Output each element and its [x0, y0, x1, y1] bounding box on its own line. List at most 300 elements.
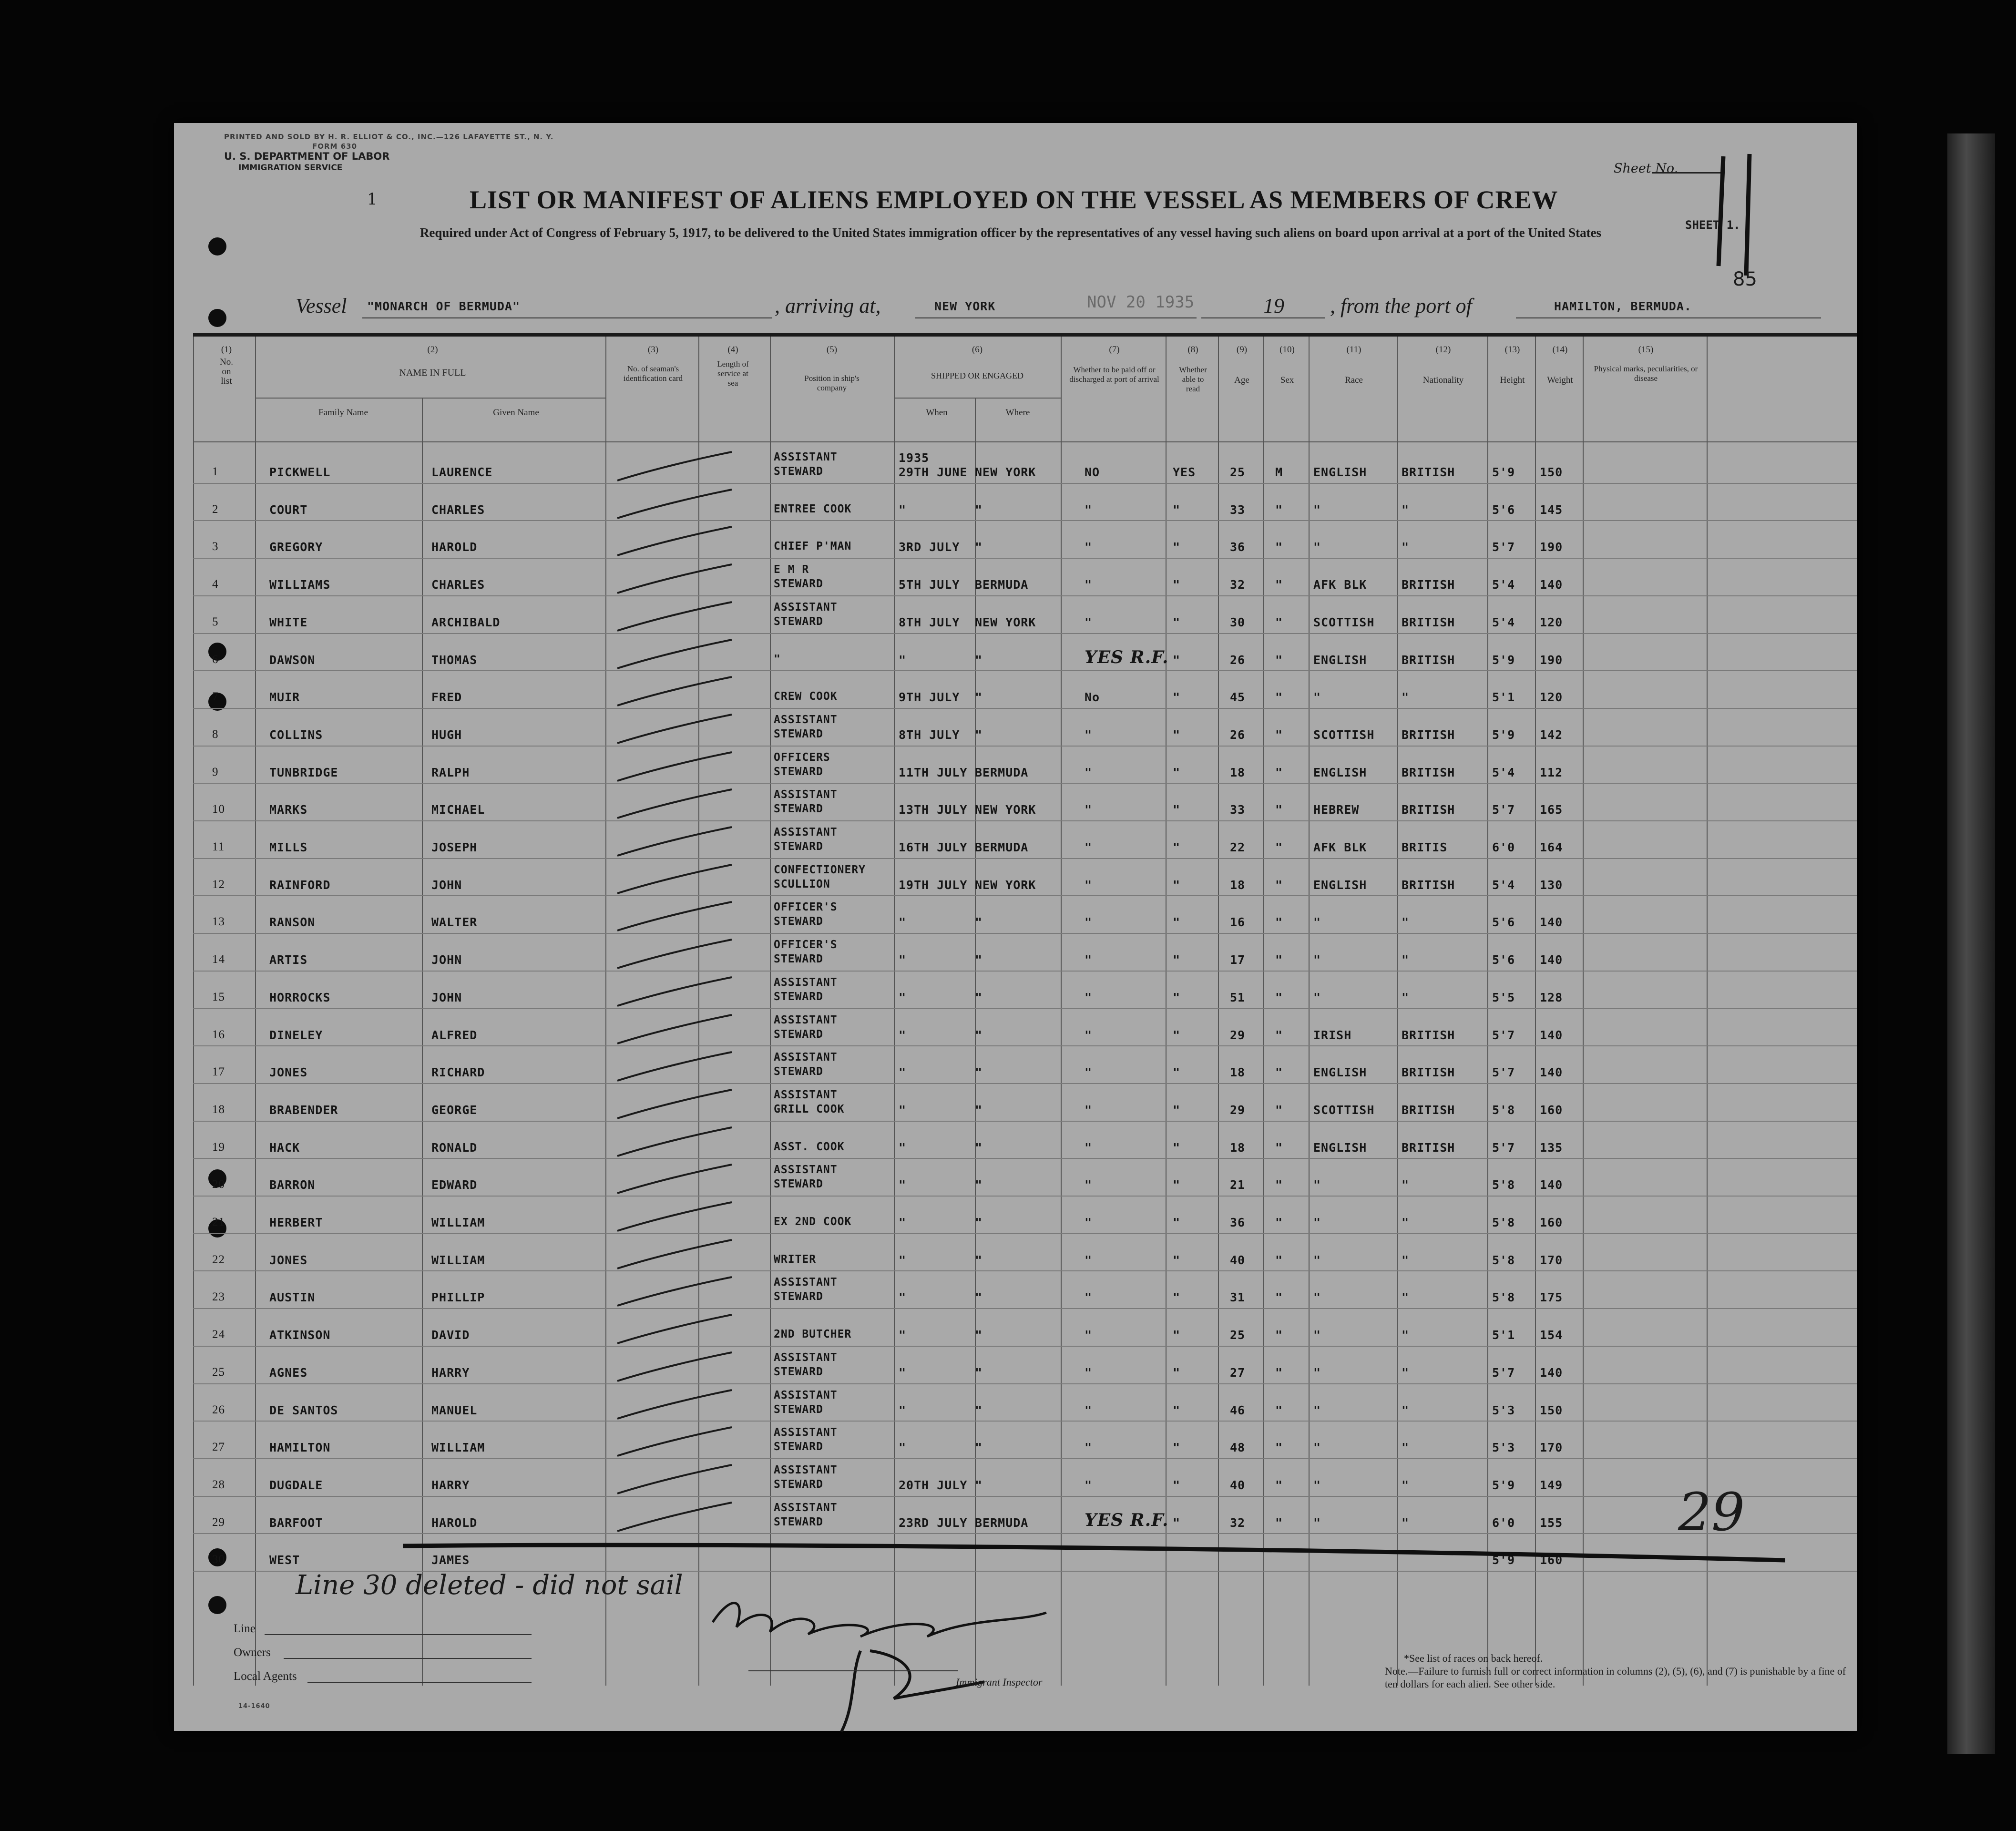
position-line-1: OFFICERS [774, 751, 830, 764]
given-name: ARCHIBALD [431, 615, 501, 629]
sex: " [1275, 540, 1283, 554]
shipped-where: " [975, 1403, 983, 1417]
shipped-when: " [899, 1328, 907, 1342]
paid-off: " [1085, 1365, 1093, 1380]
family-name: WILLIAMS [269, 578, 331, 592]
age: 40 [1230, 1253, 1246, 1267]
able-to-read: " [1173, 1478, 1181, 1492]
family-name: PICKWELL [269, 465, 331, 479]
shipped-when: " [899, 1028, 907, 1042]
sex: " [1275, 1515, 1283, 1530]
shipped-where: " [975, 1253, 983, 1267]
row-number: 3 [212, 540, 219, 553]
race: " [1313, 1365, 1321, 1380]
id-card-checkmark [613, 751, 737, 785]
col4-header: (4) Length of service at sea [717, 345, 749, 388]
col5-header: (5) Position in ship's company [804, 345, 860, 392]
weight: 170 [1540, 1253, 1563, 1267]
age: 29 [1230, 1103, 1246, 1117]
paid-off: YES R.F. [1085, 647, 1169, 667]
age: 45 [1230, 690, 1246, 705]
col2-family-header: Family Name [318, 408, 368, 418]
col15-header: (15) Physical marks, peculiarities, or disease [1594, 345, 1698, 383]
col13-header: (13) Height [1500, 345, 1525, 385]
age: 33 [1230, 502, 1246, 517]
sex: " [1275, 1140, 1283, 1155]
race: " [1313, 1178, 1321, 1192]
column-rule [770, 337, 771, 1686]
given-name: GEORGE [431, 1103, 478, 1117]
deletion-note: Line 30 deleted - did not sail [296, 1570, 683, 1601]
row-number: 25 [212, 1365, 225, 1379]
column-rule [255, 337, 256, 1686]
race: HEBREW [1313, 803, 1360, 817]
service-name: IMMIGRATION SERVICE [238, 163, 343, 173]
able-to-read: " [1173, 540, 1181, 554]
age: 29 [1230, 1028, 1246, 1042]
race: " [1313, 1515, 1321, 1530]
paid-off: " [1085, 1290, 1093, 1305]
weight: 140 [1540, 578, 1563, 592]
family-name: RANSON [269, 915, 316, 930]
race: SCOTTISH [1313, 615, 1375, 629]
row-rule [193, 858, 1857, 859]
nationality: " [1402, 1441, 1410, 1455]
position-line-1: OFFICER'S [774, 939, 838, 951]
height: 5'3 [1492, 1441, 1515, 1455]
id-card-checkmark [613, 976, 737, 1010]
row-rule [193, 558, 1857, 559]
height: 5'7 [1492, 1365, 1515, 1380]
family-name: RAINFORD [269, 878, 331, 892]
able-to-read: " [1173, 1216, 1181, 1229]
nationality: " [1402, 1178, 1410, 1192]
shipped-when: 8TH JULY [899, 727, 960, 742]
given-name: MICHAEL [431, 803, 485, 817]
shipped-when: " [899, 1140, 907, 1155]
given-name: CHARLES [431, 578, 485, 592]
given-name: WALTER [431, 915, 478, 930]
family-name: HAMILTON [269, 1441, 331, 1455]
height: 5'9 [1492, 727, 1515, 742]
row-number: 28 [212, 1478, 225, 1491]
subheader-rule [255, 398, 605, 399]
age: 26 [1230, 653, 1246, 667]
row-number: 2 [212, 502, 219, 516]
binder-hole [208, 309, 226, 327]
row-rule [193, 1346, 1857, 1347]
paid-off: " [1085, 1216, 1093, 1229]
page-number: 85 [1733, 268, 1757, 290]
sheet-number: SHEET 1. [1685, 218, 1740, 232]
race: ENGLISH [1313, 465, 1367, 479]
col6-where-header: Where [1005, 408, 1030, 418]
race: " [1313, 690, 1321, 705]
family-name: JONES [269, 1253, 308, 1267]
row-rule [193, 820, 1857, 821]
shipped-when: " [899, 915, 907, 930]
position-line-2: STEWARD [774, 1478, 823, 1491]
family-name: BRABENDER [269, 1103, 338, 1117]
given-name: PHILLIP [431, 1290, 485, 1305]
family-name: AUSTIN [269, 1290, 316, 1305]
paid-off: " [1085, 878, 1093, 892]
position-line-1: ASSISTANT [774, 826, 838, 839]
position-line-1: ASSISTANT [774, 788, 838, 801]
weight: 150 [1540, 1403, 1563, 1417]
id-card-checkmark [613, 489, 737, 522]
given-name: HUGH [431, 727, 462, 742]
family-name: MUIR [269, 690, 300, 705]
age: 32 [1230, 1515, 1246, 1530]
position-line-2: STEWARD [774, 1365, 823, 1378]
nationality: BRITISH [1402, 578, 1455, 592]
family-name: DINELEY [269, 1028, 323, 1042]
vessel-name-line [362, 317, 772, 318]
sex: " [1275, 1065, 1283, 1080]
paid-off: " [1085, 1253, 1093, 1267]
weight: 155 [1540, 1515, 1563, 1530]
able-to-read: " [1173, 915, 1181, 930]
shipped-when: " [899, 653, 907, 667]
age: 25 [1230, 1328, 1246, 1342]
position-line-2: STEWARD [774, 465, 823, 478]
shipped-where: NEW YORK [975, 615, 1036, 629]
shipped-when: 29TH JUNE [899, 465, 968, 479]
shipped-when: 13TH JULY [899, 803, 968, 817]
able-to-read: " [1173, 1515, 1181, 1530]
weight: 140 [1540, 915, 1563, 930]
shipped-when: " [899, 1178, 907, 1192]
row-rule [193, 1270, 1857, 1271]
shipped-when: 11TH JULY [899, 765, 968, 779]
position-line-1: ASSISTANT [774, 976, 838, 989]
paid-off: " [1085, 1403, 1093, 1417]
paid-off: No [1085, 690, 1100, 705]
row-number: 24 [212, 1328, 225, 1341]
shipped-when: " [899, 953, 907, 967]
from-port-label: , from the port of [1330, 294, 1472, 317]
col1-header: (1) No. on list [220, 345, 233, 386]
weight: 140 [1540, 953, 1563, 967]
department-name: U. S. DEPARTMENT OF LABOR [224, 151, 390, 162]
nationality: BRITISH [1402, 1140, 1455, 1155]
shipped-when: 5TH JULY [899, 578, 960, 592]
department-heading [224, 151, 389, 174]
shipped-where: " [975, 502, 983, 517]
position-line-2: STEWARD [774, 803, 823, 816]
given-name: HAROLD [431, 1515, 478, 1530]
paid-off: NO [1085, 465, 1100, 479]
height: 5'7 [1492, 803, 1515, 817]
col10-header: (10) Sex [1279, 345, 1295, 385]
sex: " [1275, 1253, 1283, 1267]
position-line-2: STEWARD [774, 727, 823, 740]
row-number: 20 [212, 1178, 225, 1191]
family-name: ARTIS [269, 953, 308, 967]
age: 33 [1230, 803, 1246, 817]
family-name: HERBERT [269, 1216, 323, 1229]
shipped-when: " [899, 1441, 907, 1455]
able-to-read: " [1173, 953, 1181, 967]
height: 5'3 [1492, 1403, 1515, 1417]
column-rule [422, 398, 423, 1686]
family-name: DUGDALE [269, 1478, 323, 1492]
column-rule [1535, 337, 1536, 1686]
shipped-when: 23RD JULY [899, 1515, 968, 1530]
weight: 160 [1540, 1216, 1563, 1229]
row-number: 27 [212, 1441, 225, 1454]
paid-off: " [1085, 578, 1093, 592]
shipped-where: " [975, 1065, 983, 1080]
age: 48 [1230, 1441, 1246, 1455]
binder-hole [208, 237, 226, 256]
shipped-when: " [899, 1065, 907, 1080]
arriving-label: , arriving at, [775, 294, 881, 317]
row-rule [193, 1308, 1857, 1309]
paid-off: " [1085, 840, 1093, 854]
sex: " [1275, 803, 1283, 817]
weight: 140 [1540, 1065, 1563, 1080]
col12-header: (12) Nationality [1422, 345, 1464, 385]
age: 21 [1230, 1178, 1246, 1192]
race: " [1313, 990, 1321, 1004]
shipped-where: " [975, 1441, 983, 1455]
row-rule [193, 483, 1857, 484]
able-to-read: " [1173, 1441, 1181, 1455]
id-card-checkmark [613, 901, 737, 934]
given-name: JOHN [431, 953, 462, 967]
able-to-read: " [1173, 727, 1181, 742]
row-rule [193, 783, 1857, 784]
height: 5'9 [1492, 1478, 1515, 1492]
family-name: TUNBRIDGE [269, 765, 338, 779]
family-name: COURT [269, 502, 308, 517]
height: 5'5 [1492, 990, 1515, 1004]
race: " [1313, 953, 1321, 967]
nationality: BRITISH [1402, 765, 1455, 779]
sex: " [1275, 578, 1283, 592]
position-line-2: STEWARD [774, 578, 823, 591]
shipped-where: " [975, 990, 983, 1004]
subheader-rule [894, 398, 1061, 399]
shipped-year: 1935 [899, 451, 930, 465]
column-rule [894, 337, 895, 1686]
height: 5'6 [1492, 502, 1515, 517]
position-line-1: ASSISTANT [774, 1389, 838, 1401]
sex: " [1275, 1478, 1283, 1492]
height: 5'8 [1492, 1216, 1515, 1229]
given-name: ALFRED [431, 1028, 478, 1042]
family-name: WHITE [269, 615, 308, 629]
age: 18 [1230, 1140, 1246, 1155]
id-card-checkmark [613, 1464, 737, 1497]
nationality: " [1402, 1253, 1410, 1267]
given-name: JOSEPH [431, 840, 478, 854]
paid-off: " [1085, 727, 1093, 742]
row-number: 5 [212, 615, 219, 628]
position-line-2: STEWARD [774, 840, 823, 853]
weight: 140 [1540, 1178, 1563, 1192]
col3-header: (3) No. of seaman's identification card [623, 345, 683, 383]
nationality: BRITISH [1402, 653, 1455, 667]
shipped-where: BERMUDA [975, 578, 1029, 592]
height: 5'1 [1492, 1328, 1515, 1342]
age: 36 [1230, 540, 1246, 554]
given-name: HARRY [431, 1365, 470, 1380]
footer-agents-label: Local Agents [234, 1670, 297, 1683]
row-number: 12 [212, 878, 225, 891]
race: " [1313, 1478, 1321, 1492]
shipped-when: " [899, 1103, 907, 1117]
race: " [1313, 502, 1321, 517]
signature-scribble [703, 1589, 1065, 1737]
weight: 130 [1540, 878, 1563, 892]
able-to-read: " [1173, 1103, 1181, 1117]
race: IRISH [1313, 1028, 1352, 1042]
family-name: COLLINS [269, 727, 323, 742]
nationality: " [1402, 1290, 1410, 1305]
able-to-read: " [1173, 690, 1181, 705]
row-rule [193, 1533, 1857, 1534]
family-name: WEST [269, 1553, 300, 1567]
height: 5'4 [1492, 615, 1515, 629]
column-rule [1397, 337, 1398, 1686]
able-to-read: " [1173, 653, 1181, 667]
row-number: 4 [212, 578, 219, 591]
sex: " [1275, 1103, 1283, 1117]
id-card-checkmark [613, 826, 737, 859]
col14-header: (14) Weight [1547, 345, 1573, 385]
row-number: 19 [212, 1140, 225, 1154]
nationality: BRITISH [1402, 615, 1455, 629]
shipped-when: " [899, 1216, 907, 1229]
position-line-1: ASSISTANT [774, 1463, 838, 1476]
col8-header: (8) Whether able to read [1179, 345, 1207, 393]
family-name: BARRON [269, 1178, 316, 1192]
column-rule [1263, 337, 1264, 1686]
weight: 140 [1540, 1365, 1563, 1380]
shipped-when: " [899, 990, 907, 1004]
given-name: HAROLD [431, 540, 478, 554]
paid-off: " [1085, 953, 1093, 967]
shipped-when: " [899, 1403, 907, 1417]
race: SCOTTISH [1313, 727, 1375, 742]
height: 5'9 [1492, 1553, 1515, 1567]
id-card-checkmark [613, 1426, 737, 1460]
weight: 150 [1540, 465, 1563, 479]
weight: 160 [1540, 1103, 1563, 1117]
position-line-2: WRITER [774, 1253, 817, 1266]
family-name: GREGORY [269, 540, 323, 554]
position-line-2: STEWARD [774, 1028, 823, 1041]
position-line-2: GRILL COOK [774, 1103, 845, 1115]
race: " [1313, 1290, 1321, 1305]
height: 5'7 [1492, 1028, 1515, 1042]
given-name: WILLIAM [431, 1441, 485, 1455]
position-line-2: " [774, 653, 781, 665]
age: 46 [1230, 1403, 1246, 1417]
sex: " [1275, 1178, 1283, 1192]
paid-off: " [1085, 1478, 1093, 1492]
printer-line: PRINTED AND SOLD BY H. R. ELLIOT & CO., INC.—126 LAFAYETTE ST., N. Y. [224, 133, 554, 141]
paid-off: " [1085, 1103, 1093, 1117]
race: " [1313, 1441, 1321, 1455]
nationality: BRITISH [1402, 465, 1455, 479]
position-line-2: STEWARD [774, 953, 823, 966]
row-number: 17 [212, 1065, 225, 1079]
given-name: THOMAS [431, 653, 478, 667]
row-number: 1 [212, 465, 219, 478]
weight: 160 [1540, 1553, 1563, 1567]
shipped-where: " [975, 653, 983, 667]
row-number: 8 [212, 727, 219, 741]
age: 51 [1230, 990, 1246, 1004]
row-rule [193, 1121, 1857, 1122]
paid-off: " [1085, 1140, 1093, 1155]
id-card-checkmark [613, 788, 737, 822]
age: 18 [1230, 765, 1246, 779]
weight: 145 [1540, 502, 1563, 517]
paid-off: " [1085, 1441, 1093, 1455]
race: ENGLISH [1313, 1140, 1367, 1155]
family-name: MILLS [269, 840, 308, 854]
able-to-read: " [1173, 1290, 1181, 1305]
col2-header: (2) NAME IN FULL [399, 345, 466, 378]
shipped-where: " [975, 1328, 983, 1342]
shipped-where: BERMUDA [975, 840, 1029, 854]
height: 5'8 [1492, 1253, 1515, 1267]
position-line-1: ASSISTANT [774, 1051, 838, 1064]
position-line-1: ASSISTANT [774, 601, 838, 614]
nationality: " [1402, 540, 1410, 554]
paid-off: " [1085, 540, 1093, 554]
paid-off: " [1085, 990, 1093, 1004]
row-rule [193, 708, 1857, 709]
nationality: BRITISH [1402, 803, 1455, 817]
record-count: 29 [1678, 1482, 1745, 1543]
height: 5'6 [1492, 953, 1515, 967]
sex: " [1275, 1290, 1283, 1305]
age: 22 [1230, 840, 1246, 854]
sex: " [1275, 1328, 1283, 1342]
position-line-2: SCULLION [774, 878, 830, 890]
given-name: RICHARD [431, 1065, 485, 1080]
age: 36 [1230, 1216, 1246, 1229]
able-to-read: " [1173, 1328, 1181, 1342]
row-number: 16 [212, 1028, 225, 1041]
height: 5'4 [1492, 878, 1515, 892]
arriving-line [915, 317, 1197, 318]
shipped-where: " [975, 1290, 983, 1305]
footer-owners-field [284, 1658, 532, 1659]
paid-off: " [1085, 1065, 1093, 1080]
position-line-2: ENTREE COOK [774, 502, 852, 515]
col6-when-header: When [926, 408, 948, 418]
id-card-checkmark [613, 1014, 737, 1047]
paid-off: " [1085, 1028, 1093, 1042]
position-line-2: EX 2ND COOK [774, 1216, 852, 1228]
date-stamp: NOV 20 1935 [1087, 293, 1195, 312]
col2-given-header: Given Name [493, 408, 539, 418]
given-name: RALPH [431, 765, 470, 779]
sex: " [1275, 840, 1283, 854]
able-to-read: " [1173, 803, 1181, 817]
row-number: 6 [212, 653, 219, 666]
position-line-2: STEWARD [774, 615, 823, 628]
position-line-2: STEWARD [774, 1065, 823, 1078]
shipped-when: " [899, 1253, 907, 1267]
